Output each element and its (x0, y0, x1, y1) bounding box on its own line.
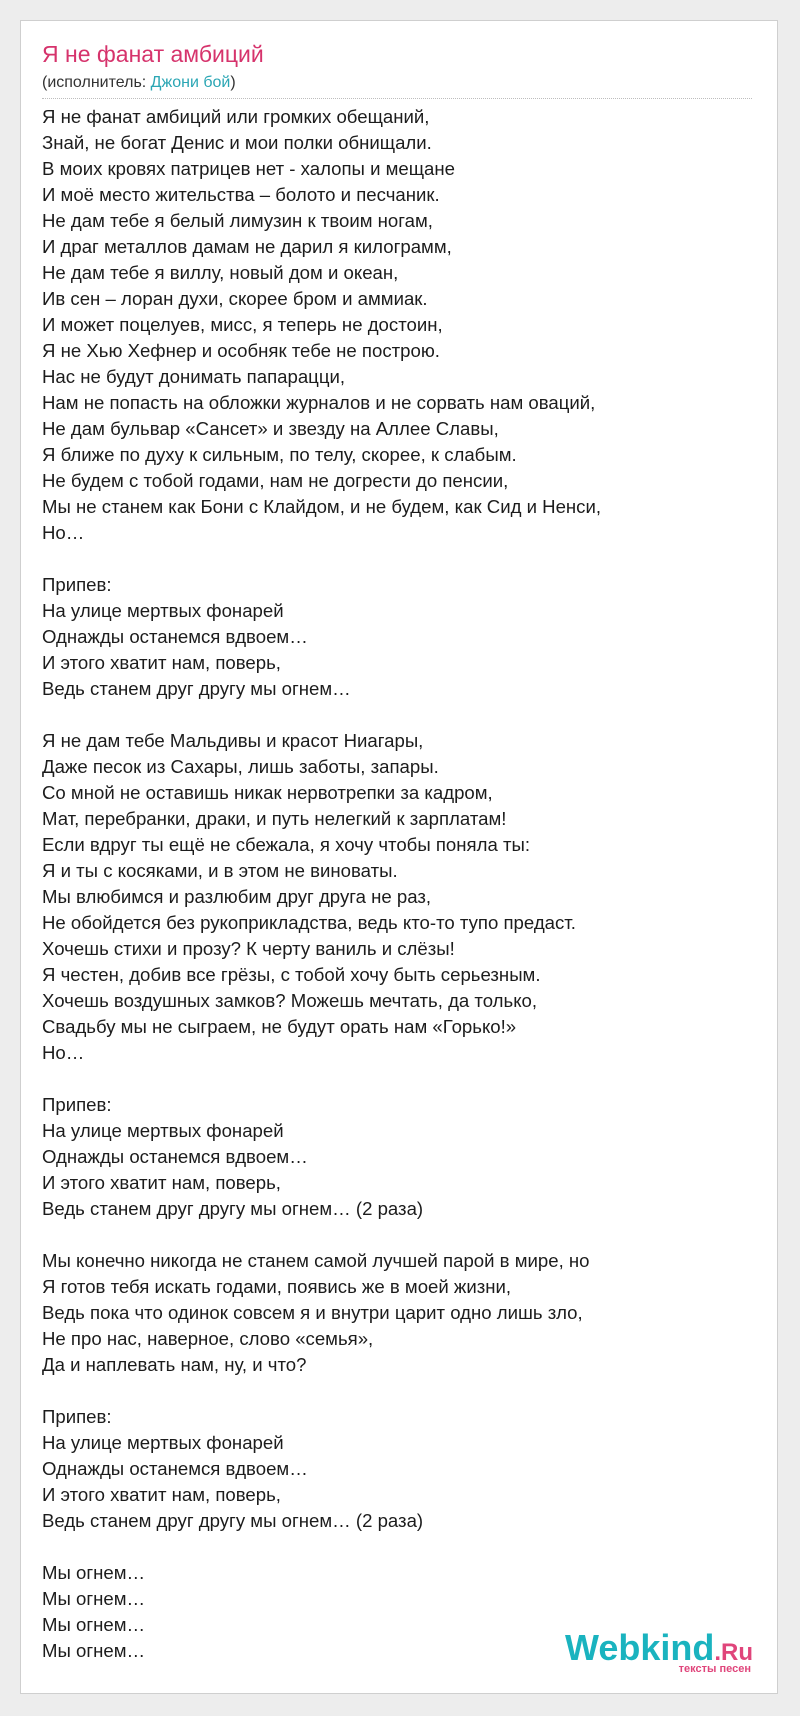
lyrics-line: Припев: (42, 574, 112, 595)
lyrics-line: Мы огнем… (42, 1614, 146, 1635)
lyrics-line: Не дам тебе я виллу, новый дом и океан, (42, 262, 399, 283)
lyrics-line: И этого хватит нам, поверь, (42, 652, 281, 673)
lyrics-line: На улице мертвых фонарей (42, 1432, 284, 1453)
lyrics-line: Мат, перебранки, драки, и путь нелегкий к зарплатам! (42, 808, 507, 829)
lyrics-line: Ведь пока что одинок совсем я и внутри царит одно лишь зло, (42, 1302, 583, 1323)
lyrics-line: Припев: (42, 1094, 112, 1115)
lyrics-blank-line (42, 1534, 757, 1560)
lyrics-line: Мы огнем… (42, 1562, 146, 1583)
artist-prefix: (исполнитель: (42, 74, 151, 91)
artist-link[interactable]: Джони бой (150, 74, 231, 91)
lyrics-line: Знай, не богат Денис и мои полки обнищали. (42, 132, 432, 153)
lyrics-line: Не про нас, наверное, слово «семья», (42, 1328, 374, 1349)
lyrics-line: Я ближе по духу к сильным, по телу, скорее, к слабым. (42, 444, 517, 465)
lyrics-line: Ведь станем друг другу мы огнем… (2 раза) (42, 1198, 424, 1219)
lyrics-line: Если вдруг ты ещё не сбежала, я хочу чтобы поняла ты: (42, 834, 530, 855)
artist-line (42, 74, 236, 92)
lyrics-line: Нас не будут донимать папарацци, (42, 366, 346, 387)
lyrics-line: Я и ты с косяками, и в этом не виноваты. (42, 860, 398, 881)
lyrics-line: И драг металлов дамам не дарил я килограмм, (42, 236, 452, 257)
song-title: Я не фанат амбиций (42, 41, 264, 67)
lyrics-blank-line (42, 1222, 757, 1248)
site-logo[interactable] (564, 1627, 753, 1675)
lyrics-line: Со мной не оставишь никак нервотрепки за кадром, (42, 782, 493, 803)
lyrics-text (42, 104, 757, 1664)
lyrics-line: Я готов тебя искать годами, появись же в моей жизни, (42, 1276, 512, 1297)
lyrics-line: Ведь станем друг другу мы огнем… (42, 678, 351, 699)
lyrics-line: Не будем с тобой годами, нам не догрести до пенсии, (42, 470, 509, 491)
lyrics-blank-line (42, 546, 757, 572)
lyrics-line: Я не Хью Хефнер и особняк тебе не построю. (42, 340, 440, 361)
lyrics-line: Ведь станем друг другу мы огнем… (2 раза) (42, 1510, 424, 1531)
lyrics-blank-line (42, 1378, 757, 1404)
lyrics-line: Однажды останемся вдвоем… (42, 626, 308, 647)
lyrics-line: Припев: (42, 1406, 112, 1427)
lyrics-line: Ив сен – лоран духи, скорее бром и аммиак. (42, 288, 428, 309)
lyrics-line: И этого хватит нам, поверь, (42, 1484, 281, 1505)
title-divider (42, 98, 752, 99)
lyrics-line: Я честен, добив все грёзы, с тобой хочу быть серьезным. (42, 964, 541, 985)
artist-suffix: ) (230, 74, 236, 91)
lyrics-line: В моих кровях патрицев нет - халопы и мещане (42, 158, 456, 179)
lyrics-line: Не обойдется без рукоприкладства, ведь кто-то тупо предаст. (42, 912, 576, 933)
lyrics-line: Мы влюбимся и разлюбим друг друга не раз, (42, 886, 432, 907)
lyrics-blank-line (42, 1066, 757, 1092)
lyrics-line: Мы огнем… (42, 1588, 146, 1609)
logo-main-text: Webkind (564, 1627, 715, 1668)
lyrics-line: Мы огнем… (42, 1640, 146, 1661)
lyrics-line: Мы конечно никогда не станем самой лучшей парой в мире, но (42, 1250, 590, 1271)
lyrics-line: Но… (42, 1042, 85, 1063)
lyrics-line: Даже песок из Сахары, лишь заботы, запары. (42, 756, 439, 777)
lyrics-line: И моё место жительства – болото и песчаник. (42, 184, 440, 205)
lyrics-line: И этого хватит нам, поверь, (42, 1172, 281, 1193)
lyrics-blank-line (42, 702, 757, 728)
lyrics-line: Свадьбу мы не сыграем, не будут орать нам «Горько!» (42, 1016, 517, 1037)
lyrics-line: Хочешь воздушных замков? Можешь мечтать, да только, (42, 990, 538, 1011)
logo-wordmark (564, 1627, 753, 1668)
logo-tld: .Ru (714, 1639, 753, 1666)
logo-tagline: тексты песен (678, 1663, 751, 1675)
lyrics-line: Не дам бульвар «Сансет» и звезду на Аллее Славы, (42, 418, 499, 439)
lyrics-line: Мы не станем как Бони с Клайдом, и не будем, как Сид и Ненси, (42, 496, 602, 517)
lyrics-line: Но… (42, 522, 85, 543)
lyrics-line: На улице мертвых фонарей (42, 1120, 284, 1141)
lyrics-line: Хочешь стихи и прозу? К черту ваниль и слёзы! (42, 938, 455, 959)
lyrics-line: На улице мертвых фонарей (42, 600, 284, 621)
lyrics-line: Да и наплевать нам, ну, и что? (42, 1354, 307, 1375)
lyrics-line: Однажды останемся вдвоем… (42, 1146, 308, 1167)
lyrics-line: И может поцелуев, мисс, я теперь не достоин, (42, 314, 443, 335)
lyrics-card (20, 20, 778, 1694)
lyrics-line: Нам не попасть на обложки журналов и не сорвать нам оваций, (42, 392, 596, 413)
lyrics-line: Однажды останемся вдвоем… (42, 1458, 308, 1479)
lyrics-line: Я не фанат амбиций или громких обещаний, (42, 106, 430, 127)
lyrics-line: Я не дам тебе Мальдивы и красот Ниагары, (42, 730, 424, 751)
lyrics-line: Не дам тебе я белый лимузин к твоим ногам, (42, 210, 433, 231)
